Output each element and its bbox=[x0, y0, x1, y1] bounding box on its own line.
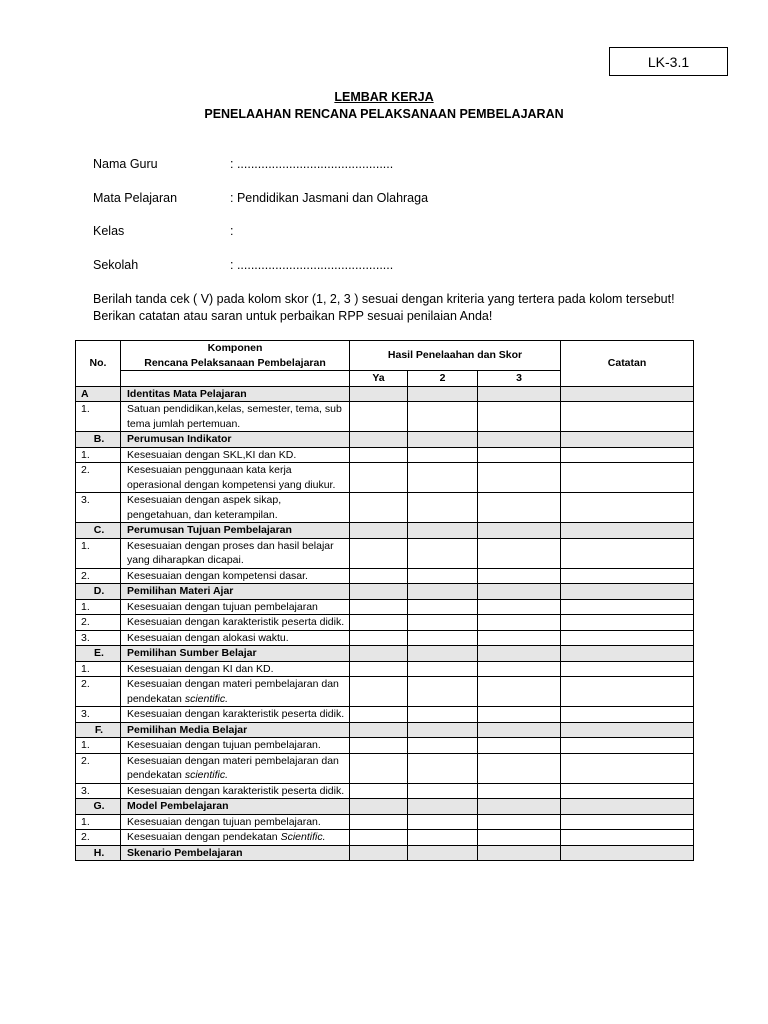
item-text: Kesesuaian dengan tujuan pembelajaran bbox=[127, 600, 318, 613]
catatan-cell[interactable] bbox=[561, 845, 694, 861]
section-title: Model Pembelajaran bbox=[121, 799, 350, 815]
field-label: Nama Guru bbox=[93, 157, 158, 171]
section-row bbox=[76, 646, 694, 662]
score-ya-cell[interactable] bbox=[350, 661, 408, 677]
score-2-cell[interactable] bbox=[408, 584, 478, 600]
catatan-cell[interactable] bbox=[561, 722, 694, 738]
item-description bbox=[121, 463, 350, 493]
score-3-cell[interactable] bbox=[478, 661, 561, 677]
header-score-ya: Ya bbox=[350, 371, 408, 387]
score-2-cell[interactable] bbox=[408, 646, 478, 662]
section-number: F. bbox=[76, 722, 121, 738]
catatan-cell[interactable] bbox=[561, 814, 694, 830]
header-komponen bbox=[121, 341, 350, 371]
item-number: 2. bbox=[76, 615, 121, 631]
section-title: Pemilihan Sumber Belajar bbox=[121, 646, 350, 662]
score-2-cell[interactable] bbox=[408, 845, 478, 861]
catatan-cell[interactable] bbox=[561, 447, 694, 463]
table-row bbox=[76, 783, 694, 799]
item-number: 1. bbox=[76, 599, 121, 615]
table-row bbox=[76, 707, 694, 723]
score-2-cell[interactable] bbox=[408, 568, 478, 584]
section-number: D. bbox=[76, 584, 121, 600]
score-ya-cell[interactable] bbox=[350, 738, 408, 754]
item-number: 1. bbox=[76, 447, 121, 463]
score-3-cell[interactable] bbox=[478, 493, 561, 523]
score-2-cell[interactable] bbox=[408, 661, 478, 677]
score-2-cell[interactable] bbox=[408, 432, 478, 448]
catatan-cell[interactable] bbox=[561, 630, 694, 646]
instruction-text: Berilah tanda cek ( V) pada kolom skor (1, 2, 3 ) sesuai dengan kriteria yang tertera pada kolom tersebut! Berikan catatan atau saran untuk perbaikan RPP sesuai penilaian Anda! bbox=[93, 292, 675, 323]
score-ya-cell[interactable] bbox=[350, 493, 408, 523]
score-2-cell[interactable] bbox=[408, 493, 478, 523]
score-2-cell[interactable] bbox=[408, 538, 478, 568]
score-ya-cell[interactable] bbox=[350, 523, 408, 539]
score-2-cell[interactable] bbox=[408, 677, 478, 707]
document-title: LEMBAR KERJA bbox=[334, 90, 434, 104]
header-hasil: Hasil Penelaahan dan Skor bbox=[350, 341, 561, 371]
score-2-cell[interactable] bbox=[408, 523, 478, 539]
score-ya-cell[interactable] bbox=[350, 538, 408, 568]
table-body bbox=[76, 386, 694, 861]
score-ya-cell[interactable] bbox=[350, 722, 408, 738]
item-number: 1. bbox=[76, 738, 121, 754]
item-number: 1. bbox=[76, 538, 121, 568]
score-3-cell[interactable] bbox=[478, 432, 561, 448]
item-text: Kesesuaian dengan karakteristik peserta didik. bbox=[127, 784, 345, 797]
table-row bbox=[76, 677, 694, 707]
header-catatan: Catatan bbox=[561, 341, 694, 387]
score-ya-cell[interactable] bbox=[350, 386, 408, 402]
item-number: 1. bbox=[76, 814, 121, 830]
table-row bbox=[76, 830, 694, 846]
section-title: Identitas Mata Pelajaran bbox=[121, 386, 350, 402]
score-ya-cell[interactable] bbox=[350, 447, 408, 463]
score-2-cell[interactable] bbox=[408, 630, 478, 646]
score-2-cell[interactable] bbox=[408, 615, 478, 631]
score-3-cell[interactable] bbox=[478, 584, 561, 600]
field-value: : bbox=[230, 224, 234, 238]
score-3-cell[interactable] bbox=[478, 646, 561, 662]
header-score-3: 3 bbox=[478, 371, 561, 387]
section-row bbox=[76, 523, 694, 539]
section-title: Perumusan Indikator bbox=[121, 432, 350, 448]
item-number: 1. bbox=[76, 402, 121, 432]
item-number: 1. bbox=[76, 661, 121, 677]
score-3-cell[interactable] bbox=[478, 814, 561, 830]
table-row bbox=[76, 447, 694, 463]
document-code: LK-3.1 bbox=[609, 47, 728, 76]
item-description bbox=[121, 814, 350, 830]
catatan-cell[interactable] bbox=[561, 753, 694, 783]
score-2-cell[interactable] bbox=[408, 799, 478, 815]
header-no: No. bbox=[76, 341, 121, 387]
item-text: Kesesuaian dengan KI dan KD. bbox=[127, 662, 274, 675]
table-row bbox=[76, 753, 694, 783]
score-2-cell[interactable] bbox=[408, 386, 478, 402]
section-title: Perumusan Tujuan Pembelajaran bbox=[121, 523, 350, 539]
score-3-cell[interactable] bbox=[478, 799, 561, 815]
section-number: E. bbox=[76, 646, 121, 662]
section-row bbox=[76, 845, 694, 861]
score-3-cell[interactable] bbox=[478, 447, 561, 463]
score-ya-cell[interactable] bbox=[350, 432, 408, 448]
field-label: Mata Pelajaran bbox=[93, 191, 178, 205]
item-description bbox=[121, 783, 350, 799]
table-row bbox=[76, 463, 694, 493]
table-row bbox=[76, 599, 694, 615]
item-number: 3. bbox=[76, 783, 121, 799]
catatan-cell[interactable] bbox=[561, 523, 694, 539]
item-number: 3. bbox=[76, 707, 121, 723]
catatan-cell[interactable] bbox=[561, 584, 694, 600]
item-text: Kesesuaian dengan materi pembelajaran dan pendekatan bbox=[127, 678, 339, 705]
section-number: H. bbox=[76, 845, 121, 861]
catatan-cell[interactable] bbox=[561, 615, 694, 631]
item-text-italic: scientific. bbox=[184, 692, 228, 705]
item-description bbox=[121, 447, 350, 463]
header-komponen-line2: Rencana Pelaksanaan Pembelajaran bbox=[144, 356, 326, 369]
item-number: 3. bbox=[76, 493, 121, 523]
catatan-cell[interactable] bbox=[561, 646, 694, 662]
item-number: 2. bbox=[76, 463, 121, 493]
score-3-cell[interactable] bbox=[478, 738, 561, 754]
item-text: Kesesuaian dengan aspek sikap, pengetahuan, dan keterampilan. bbox=[127, 494, 282, 521]
score-3-cell[interactable] bbox=[478, 783, 561, 799]
item-number: 2. bbox=[76, 568, 121, 584]
item-text: Kesesuaian dengan proses dan hasil belajar yang diharapkan dicapai. bbox=[127, 539, 334, 566]
section-row bbox=[76, 584, 694, 600]
score-ya-cell[interactable] bbox=[350, 814, 408, 830]
item-text-italic: scientific. bbox=[184, 769, 228, 781]
field-value: : ............................................. bbox=[230, 157, 394, 171]
table-row bbox=[76, 493, 694, 523]
field-value: : Pendidikan Jasmani dan Olahraga bbox=[230, 191, 429, 205]
score-3-cell[interactable] bbox=[478, 707, 561, 723]
item-description bbox=[121, 753, 350, 783]
section-number: G. bbox=[76, 799, 121, 815]
catatan-cell[interactable] bbox=[561, 661, 694, 677]
catatan-cell[interactable] bbox=[561, 538, 694, 568]
header-komponen-line1: Komponen bbox=[207, 342, 263, 354]
item-text: Kesesuaian dengan tujuan pembelajaran. bbox=[127, 815, 321, 828]
item-description bbox=[121, 830, 350, 846]
score-3-cell[interactable] bbox=[478, 615, 561, 631]
item-text: Satuan pendidikan,kelas, semester, tema, sub tema jumlah pertemuan. bbox=[127, 403, 342, 430]
field-label: Kelas bbox=[93, 224, 125, 238]
item-text: Kesesuaian dengan pendekatan bbox=[127, 831, 281, 843]
item-description bbox=[121, 677, 350, 707]
item-description bbox=[121, 661, 350, 677]
table-row bbox=[76, 402, 694, 432]
item-description bbox=[121, 538, 350, 568]
item-description bbox=[121, 630, 350, 646]
catatan-cell[interactable] bbox=[561, 707, 694, 723]
item-text: Kesesuaian dengan SKL,KI dan KD. bbox=[127, 448, 297, 461]
field-label: Sekolah bbox=[93, 258, 139, 272]
item-text: Kesesuaian dengan kompetensi dasar. bbox=[127, 569, 308, 582]
item-number: 2. bbox=[76, 677, 121, 707]
item-description bbox=[121, 615, 350, 631]
section-row bbox=[76, 432, 694, 448]
catatan-cell[interactable] bbox=[561, 738, 694, 754]
score-ya-cell[interactable] bbox=[350, 753, 408, 783]
catatan-cell[interactable] bbox=[561, 463, 694, 493]
table-row bbox=[76, 814, 694, 830]
catatan-cell[interactable] bbox=[561, 799, 694, 815]
item-description bbox=[121, 402, 350, 432]
score-ya-cell[interactable] bbox=[350, 584, 408, 600]
score-2-cell[interactable] bbox=[408, 738, 478, 754]
assessment-table bbox=[75, 340, 694, 861]
score-ya-cell[interactable] bbox=[350, 630, 408, 646]
score-ya-cell[interactable] bbox=[350, 707, 408, 723]
score-3-cell[interactable] bbox=[478, 722, 561, 738]
section-title: Pemilihan Materi Ajar bbox=[121, 584, 350, 600]
score-3-cell[interactable] bbox=[478, 463, 561, 493]
section-number: A bbox=[76, 386, 121, 402]
section-number: B. bbox=[76, 432, 121, 448]
score-3-cell[interactable] bbox=[478, 830, 561, 846]
item-text: Kesesuaian dengan karakteristik peserta didik. bbox=[127, 708, 345, 720]
score-ya-cell[interactable] bbox=[350, 463, 408, 493]
catatan-cell[interactable] bbox=[561, 386, 694, 402]
item-text: Kesesuaian dengan karakteristik peserta didik. bbox=[127, 616, 345, 628]
score-3-cell[interactable] bbox=[478, 538, 561, 568]
header-score-2: 2 bbox=[408, 371, 478, 387]
score-2-cell[interactable] bbox=[408, 402, 478, 432]
section-row bbox=[76, 799, 694, 815]
catatan-cell[interactable] bbox=[561, 783, 694, 799]
score-2-cell[interactable] bbox=[408, 707, 478, 723]
score-ya-cell[interactable] bbox=[350, 783, 408, 799]
header-komponen-blank bbox=[121, 371, 350, 387]
item-number: 2. bbox=[76, 830, 121, 846]
score-3-cell[interactable] bbox=[478, 402, 561, 432]
score-ya-cell[interactable] bbox=[350, 845, 408, 861]
item-description bbox=[121, 568, 350, 584]
field-value: : ............................................. bbox=[230, 258, 394, 272]
score-ya-cell[interactable] bbox=[350, 599, 408, 615]
section-row bbox=[76, 386, 694, 402]
score-ya-cell[interactable] bbox=[350, 677, 408, 707]
catatan-cell[interactable] bbox=[561, 432, 694, 448]
score-2-cell[interactable] bbox=[408, 447, 478, 463]
table-row bbox=[76, 630, 694, 646]
item-description bbox=[121, 707, 350, 723]
item-number: 3. bbox=[76, 630, 121, 646]
item-number: 2. bbox=[76, 753, 121, 783]
score-2-cell[interactable] bbox=[408, 463, 478, 493]
score-ya-cell[interactable] bbox=[350, 830, 408, 846]
score-3-cell[interactable] bbox=[478, 568, 561, 584]
score-2-cell[interactable] bbox=[408, 830, 478, 846]
score-2-cell[interactable] bbox=[408, 599, 478, 615]
score-ya-cell[interactable] bbox=[350, 402, 408, 432]
score-3-cell[interactable] bbox=[478, 630, 561, 646]
item-description bbox=[121, 599, 350, 615]
table-row bbox=[76, 538, 694, 568]
item-text: Kesesuaian dengan materi pembelajaran dan pendekatan bbox=[127, 754, 339, 781]
table-row bbox=[76, 568, 694, 584]
score-3-cell[interactable] bbox=[478, 845, 561, 861]
section-title: Skenario Pembelajaran bbox=[121, 845, 350, 861]
item-text: Kesesuaian dengan tujuan pembelajaran. bbox=[127, 739, 321, 751]
score-3-cell[interactable] bbox=[478, 753, 561, 783]
score-2-cell[interactable] bbox=[408, 814, 478, 830]
item-description bbox=[121, 493, 350, 523]
table-row bbox=[76, 738, 694, 754]
item-description bbox=[121, 738, 350, 754]
item-text-italic: Scientific. bbox=[280, 831, 326, 843]
catatan-cell[interactable] bbox=[561, 830, 694, 846]
catatan-cell[interactable] bbox=[561, 599, 694, 615]
score-2-cell[interactable] bbox=[408, 753, 478, 783]
table-row bbox=[76, 615, 694, 631]
section-row bbox=[76, 722, 694, 738]
document-subtitle: PENELAAHAN RENCANA PELAKSANAAN PEMBELAJARAN bbox=[204, 107, 564, 121]
score-ya-cell[interactable] bbox=[350, 615, 408, 631]
catatan-cell[interactable] bbox=[561, 402, 694, 432]
catatan-cell[interactable] bbox=[561, 677, 694, 707]
item-text: Kesesuaian penggunaan kata kerja operasional dengan kompetensi yang diukur. bbox=[127, 464, 336, 491]
score-2-cell[interactable] bbox=[408, 722, 478, 738]
score-2-cell[interactable] bbox=[408, 783, 478, 799]
score-ya-cell[interactable] bbox=[350, 799, 408, 815]
score-ya-cell[interactable] bbox=[350, 568, 408, 584]
score-3-cell[interactable] bbox=[478, 523, 561, 539]
table-row bbox=[76, 661, 694, 677]
score-ya-cell[interactable] bbox=[350, 646, 408, 662]
section-number: C. bbox=[76, 523, 121, 539]
section-title: Pemilihan Media Belajar bbox=[121, 722, 350, 738]
catatan-cell[interactable] bbox=[561, 493, 694, 523]
score-3-cell[interactable] bbox=[478, 386, 561, 402]
catatan-cell[interactable] bbox=[561, 568, 694, 584]
score-3-cell[interactable] bbox=[478, 599, 561, 615]
item-text: Kesesuaian dengan alokasi waktu. bbox=[127, 631, 289, 644]
score-3-cell[interactable] bbox=[478, 677, 561, 707]
